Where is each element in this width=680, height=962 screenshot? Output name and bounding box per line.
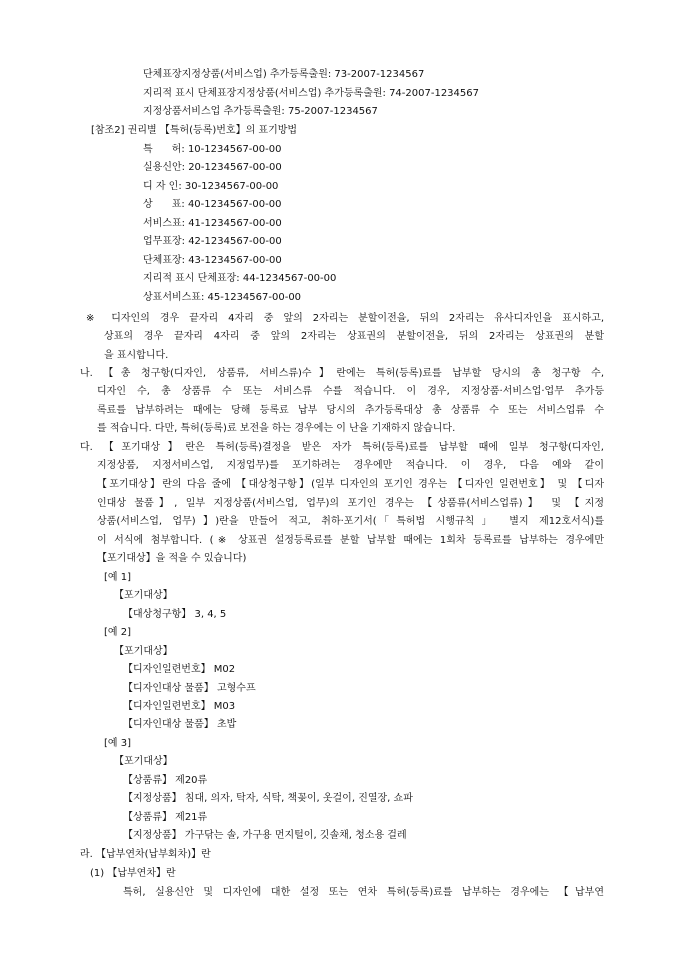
text-line: 서비스표: 41-1234567-00-00 — [143, 218, 282, 229]
text-line: 【포기대상】란의 다음 줄에 【대상청구항】(일부 디자인의 포기인 경우는 【디자인 일련번호】 및 【디자 — [97, 479, 604, 490]
text-line: 상 표: 40-1234567-00-00 — [143, 199, 282, 210]
text-line: 상표의 경우 끝자리 4자리 중 앞의 2자리는 상표권의 분할이전을, 뒤의 2자리는 상표권의 분할 — [104, 331, 604, 342]
text-line: [예 1] — [104, 572, 132, 583]
text-line: 【대상청구항】 3, 4, 5 — [123, 609, 227, 620]
text-line: 【상품류】 제20류 — [123, 775, 208, 786]
text-line: 【포기대상】 — [114, 590, 173, 601]
text-line: 실용신안: 20-1234567-00-00 — [143, 162, 282, 173]
text-line: 라. 【납부연차(납부회차)】란 — [80, 849, 211, 860]
text-line: 단체표장: 43-1234567-00-00 — [143, 255, 282, 266]
text-line: 지정상품, 지정서비스업, 지정업무)를 포기하려는 경우에만 적습니다. 이 경우, 다음 예와 같이 — [97, 460, 604, 471]
text-line: 【포기대상】을 적을 수 있습니다) — [97, 553, 247, 564]
text-line: 를 적습니다. 다만, 특허(등록)료 보전을 하는 경우에는 이 난을 기재하지 않습니다. — [97, 423, 456, 434]
text-line: 상품(서비스업, 업무)】)란을 만들어 적고, 취하·포기서(「특허법 시행규칙」 별지 제12호서식)를 — [97, 516, 604, 527]
text-line: [참조2] 권리별 【특허(등록)번호】의 표기방법 — [91, 125, 298, 136]
text-line: 을 표시합니다. — [104, 350, 169, 361]
text-line: 다. 【포기대상】란은 특허(등록)결정을 받은 자가 특허(등록)료를 납부할 때에 일부 청구항(디자인, — [80, 442, 604, 453]
text-line: 【포기대상】 — [114, 646, 173, 657]
text-line: 지정상품서비스업 추가등록출원: 75-2007-1234567 — [143, 106, 378, 117]
text-line: 업무표장: 42-1234567-00-00 — [143, 236, 282, 247]
text-line: 【디자인대상 물품】 초밥 — [123, 719, 237, 730]
text-line: 【디자인일련번호】 M02 — [123, 664, 236, 675]
text-line: 【지정상품】 침대, 의자, 탁자, 식탁, 책꽂이, 옷걸이, 진열장, 쇼파 — [123, 793, 413, 804]
text-line: 【포기대상】 — [114, 756, 173, 767]
text-line: 나. 【총 청구항(디자인, 상품류, 서비스류)수】란에는 특허(등록)료를 납부할 당시의 총 청구항 수, — [80, 368, 604, 379]
text-line: 【디자인일련번호】 M03 — [123, 701, 236, 712]
text-line: 지리적 표시 단체표장: 44-1234567-00-00 — [143, 273, 337, 284]
text-line: 디 자 인: 30-1234567-00-00 — [143, 181, 279, 192]
text-line: 록료를 납부하려는 때에는 당해 등록료 납부 당시의 추가등록대상 총 상품류 수 또는 서비스업류 수 — [97, 405, 604, 416]
text-line: [예 3] — [104, 738, 132, 749]
text-line: 인대상 물품】, 일부 지정상품(서비스업, 업무)의 포기인 경우는 【상품류(서비스업류)】 및 【지정 — [97, 498, 604, 509]
text-line: 디자인 수, 총 상품류 수 또는 서비스류 수를 적습니다. 이 경우, 지정상품·서비스업·업무 추가등 — [97, 386, 604, 397]
text-line: 상표서비스표: 45-1234567-00-00 — [143, 292, 302, 303]
text-line: 이 서식에 첨부합니다. (※ 상표권 설정등록료를 분할 납부할 때에는 1회차 등록료를 납부하는 경우에만 — [97, 535, 604, 546]
text-line: [예 2] — [104, 627, 132, 638]
text-line: (1) 【납부연차】란 — [90, 868, 176, 879]
text-line: 특허, 실용신안 및 디자인에 대한 설정 또는 연차 특허(등록)료를 납부하는 경우에는 【납부연 — [123, 887, 604, 898]
text-line: 【디자인대상 물품】 고형수프 — [123, 683, 256, 694]
text-line: 【지정상품】 가구닦는 솔, 가구용 먼지털이, 깃솔채, 청소용 걸레 — [123, 830, 407, 841]
text-line: 【상품류】 제21류 — [123, 812, 208, 823]
text-line: ※ 디자인의 경우 끝자리 4자리 중 앞의 2자리는 분할이전을, 뒤의 2자리는 유사디자인을 표시하고, — [86, 313, 604, 324]
text-line: 특 허: 10-1234567-00-00 — [143, 144, 282, 155]
text-line: 지리적 표시 단체표장지정상품(서비스업) 추가등록출원: 74-2007-1234567 — [143, 88, 479, 99]
text-line: 단체표장지정상품(서비스업) 추가등록출원: 73-2007-1234567 — [143, 69, 425, 80]
